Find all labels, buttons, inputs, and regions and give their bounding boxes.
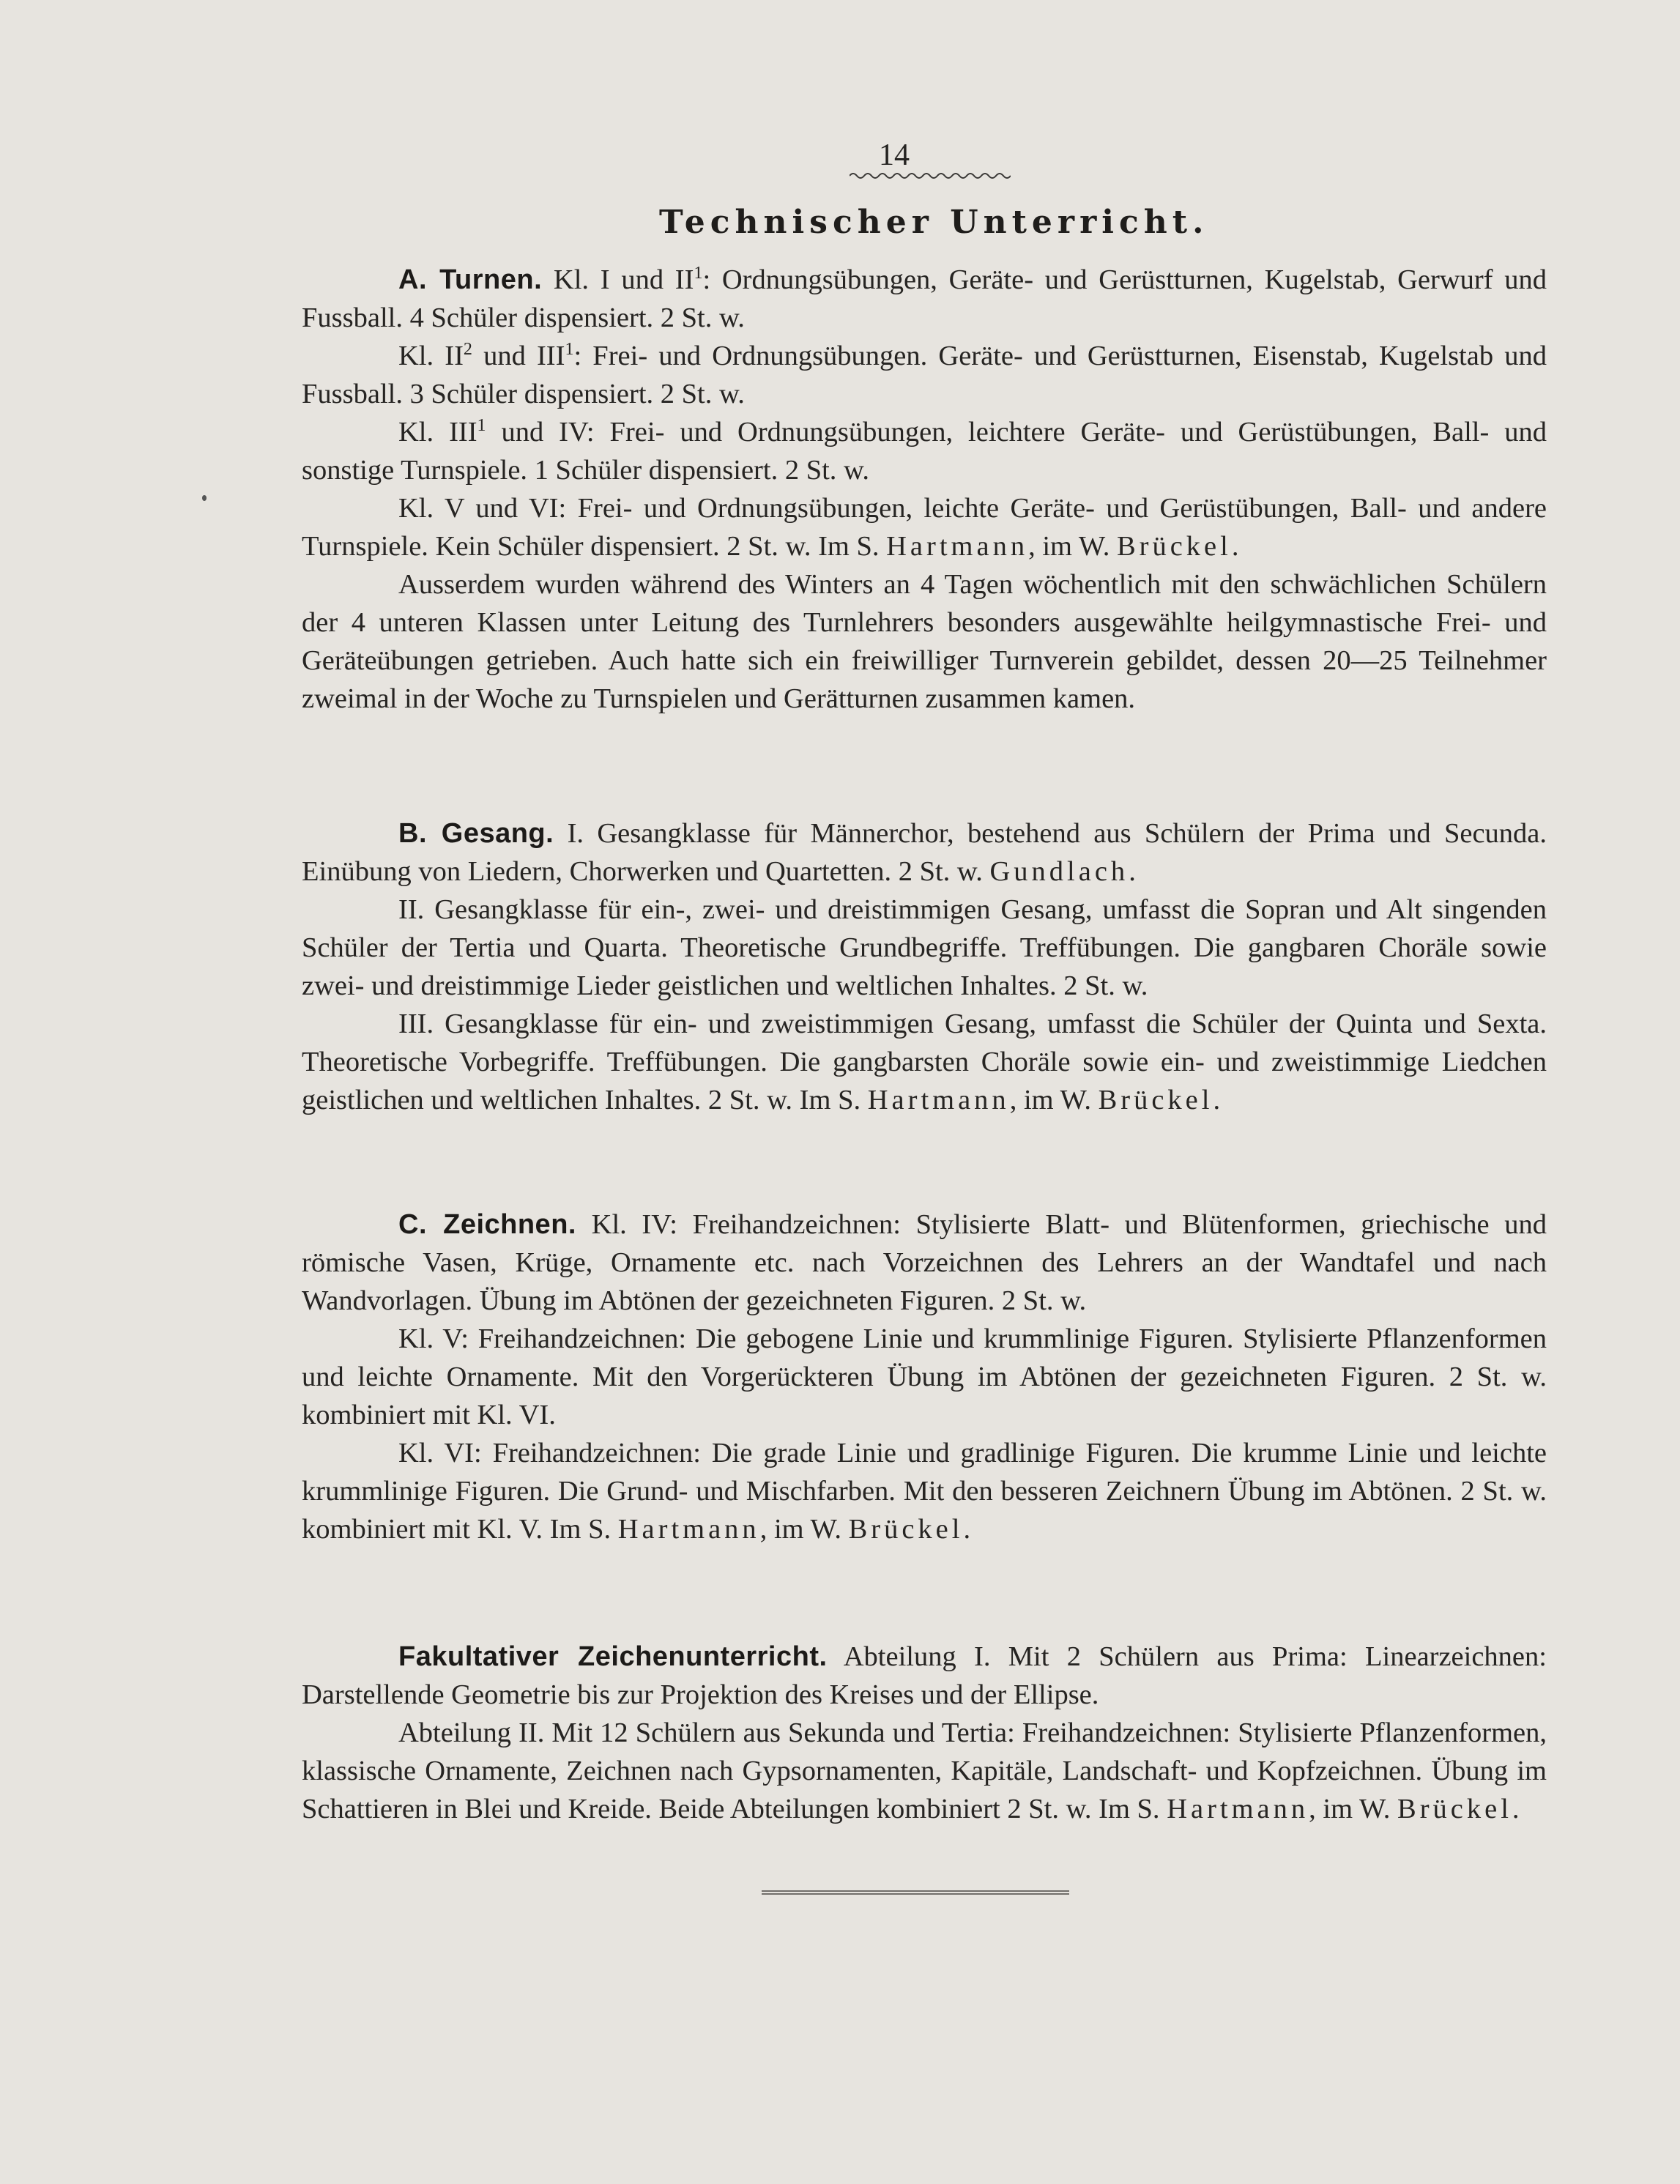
gesang-paragraph-1: B. Gesang. I. Gesangklasse für Männerchor, bestehend aus Schülern der Prima und Secunda. Einübung von Liedern, Chorwerken und Quartetten. 2 St. w. Gundlach. bbox=[302, 818, 1547, 887]
teacher-name: Gundlach bbox=[989, 856, 1129, 887]
section-gesang bbox=[302, 814, 1547, 1119]
teacher-name: Hartmann bbox=[886, 531, 1029, 562]
zeichnen-paragraph-3: Kl. VI: Freihandzeichnen: Die grade Linie und gradlinige Figuren. Die krumme Linie und leichte krummlinige Figuren. Die Grund- und Mischfarben. Mit den besseren Zeichnern Übung im Abtönen. 2 St. w. kombiniert mit Kl. V. Im S. Hartmann, im W. Brückel. bbox=[302, 1438, 1547, 1545]
zeichnen-paragraph-1: C. Zeichnen. Kl. IV: Freihandzeichnen: Stylisierte Blatt- und Blütenformen, griechische und römische Vasen, Krüge, Ornamente etc. nach Vorzeichnen des Lehrers an der Wandtafel und nach Wandvorlagen. Übung im Abtönen der gezeichneten Figuren. 2 St. w. bbox=[302, 1209, 1547, 1316]
page-number-ornament bbox=[850, 170, 1011, 182]
zeichnen-heading: C. Zeichnen. bbox=[398, 1209, 576, 1240]
section-title: Technischer Unterricht. bbox=[659, 204, 1209, 241]
turnen-paragraph-2: Kl. $II^2$ und III$^1$: Frei- und Ordnungsübungen. Geräte- und Gerüstturnen, Eisenstab, Kugelstab und Fussball. 3 Schüler dispensiert. 2 St. w. bbox=[302, 340, 1547, 409]
gesang-paragraph-2: II. Gesangklasse für ein-, zwei- und dreistimmigen Gesang, umfasst die Sopran und Alt singenden Schüler der Tertia und Quarta. Theoretische Grundbegriffe. Treffübungen. Die gangbaren Choräle sowie zwei- und dreistimmige Lieder geistlichen und weltlichen Inhaltes. 2 St. w. bbox=[302, 894, 1547, 1001]
section-zeichnen bbox=[302, 1206, 1547, 1548]
turnen-heading: A. Turnen. bbox=[398, 264, 543, 295]
fakultativ-heading: Fakultativer Zeichenunterricht. bbox=[398, 1641, 828, 1672]
teacher-name: Hartmann bbox=[617, 1514, 760, 1545]
teacher-name: Brückel bbox=[1116, 531, 1232, 562]
turnen-paragraph-1: A. Turnen. Kl. I und $II^1$: Ordnungsübungen, Geräte- und Gerüstturnen, Kugelstab, Gerwurf und Fussball. 4 Schüler dispensiert. 2 St. w. bbox=[302, 264, 1547, 333]
section-fakultativ bbox=[302, 1638, 1547, 1828]
teacher-name: Brückel bbox=[1397, 1794, 1512, 1824]
gesang-paragraph-3: III. Gesangklasse für ein- und zweistimmigen Gesang, umfasst die Schüler der Quinta und Sexta. Theoretische Vorbegriffe. Treffübungen. Die gangbarsten Choräle sowie ein- und zweistimmige Liedchen geistlichen und weltlichen Inhaltes. 2 St. w. Im S. Hartmann, im W. Brückel. bbox=[302, 1009, 1547, 1115]
end-divider bbox=[762, 1890, 1069, 1895]
page-number: 14 bbox=[879, 138, 910, 172]
turnen-paragraph-3: Kl. III$^1$ und IV: Frei- und Ordnungsübungen, leichtere Geräte- und Gerüstübungen, Ball- und sonstige Turnspiele. 1 Schüler dispensiert. 2 St. w. bbox=[302, 416, 1547, 486]
teacher-name: Hartmann bbox=[867, 1085, 1010, 1115]
turnen-paragraph-4: Kl. V und VI: Frei- und Ordnungsübungen, leichte Geräte- und Gerüstübungen, Ball- und andere Turnspiele. Kein Schüler dispensiert. 2 St. w. Im S. Hartmann, im W. Brückel. bbox=[302, 493, 1547, 562]
teacher-name: Brückel bbox=[848, 1514, 964, 1545]
fakultativ-paragraph-1: Fakultativer Zeichenunterricht. Abteilung I. Mit 2 Schülern aus Prima: Linearzeichnen: Darstellende Geometrie bis zur Projektion des Kreises und der Ellipse. bbox=[302, 1641, 1547, 1710]
turnen-paragraph-5: Ausserdem wurden während des Winters an 4 Tagen wöchentlich mit den schwächlichen Schülern der 4 unteren Klassen unter Leitung des Turnlehrers besonders ausgewählte heilgymnastische Frei- und Geräteübungen getrieben. Auch hatte sich ein freiwilliger Turnverein gebildet, dessen 20—25 Teilnehmer zweimal in der Woche zu Turnspielen und Gerätturnen zusammen kamen. bbox=[302, 569, 1547, 714]
fakultativ-paragraph-2: Abteilung II. Mit 12 Schülern aus Sekunda und Tertia: Freihandzeichnen: Stylisierte Pflanzenformen, klassische Ornamente, Zeichnen nach Gypsornamenten, Kapitäle, Landschaft- und Kopfzeichnen. Übung im Schattieren in Blei und Kreide. Beide Abteilungen kombiniert 2 St. w. Im S. Hartmann, im W. Brückel. bbox=[302, 1717, 1547, 1824]
zeichnen-paragraph-2: Kl. V: Freihandzeichnen: Die gebogene Linie und krummlinige Figuren. Stylisierte Pflanzenformen und leichte Ornamente. Mit den Vorgerückteren Übung im Abtönen der gezeichneten Figuren. 2 St. w. kombiniert mit Kl. VI. bbox=[302, 1323, 1547, 1430]
teacher-name: Brückel bbox=[1098, 1085, 1213, 1115]
margin-speck bbox=[202, 495, 207, 501]
section-turnen bbox=[302, 261, 1547, 718]
teacher-name: Hartmann bbox=[1167, 1794, 1309, 1824]
gesang-heading: B. Gesang. bbox=[398, 818, 554, 849]
